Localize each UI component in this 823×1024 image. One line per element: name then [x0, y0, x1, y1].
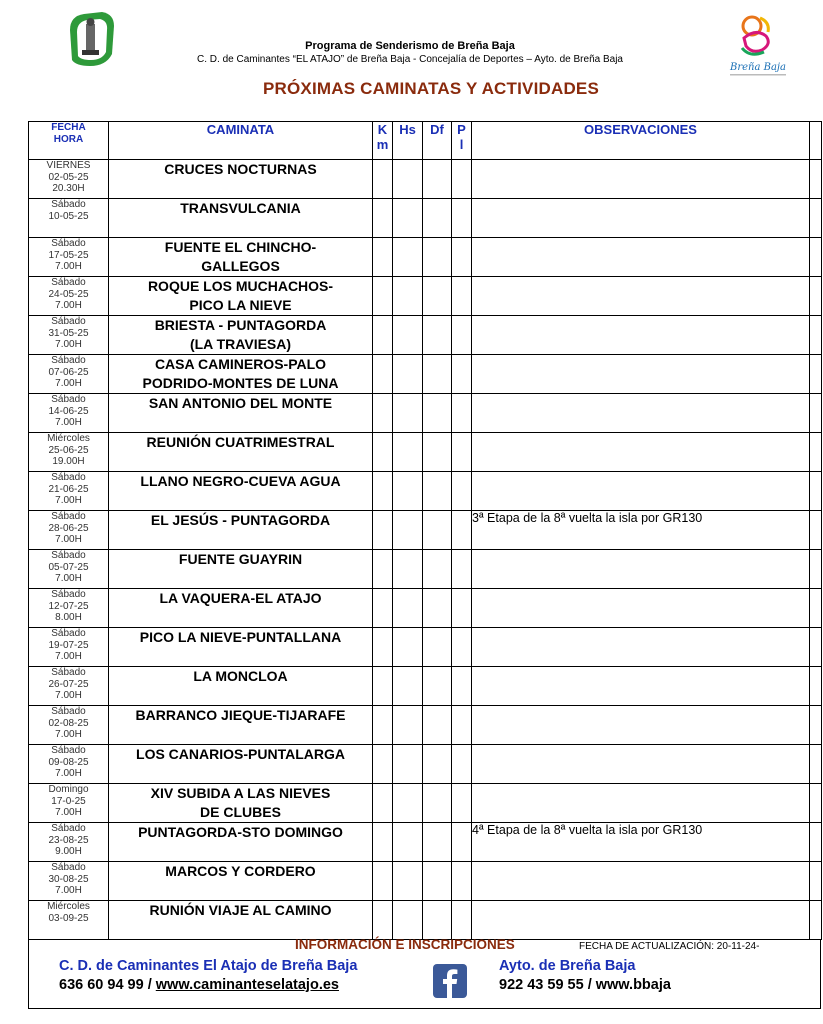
cell-km — [373, 238, 393, 277]
cell-extra — [810, 160, 822, 199]
cell-km — [373, 862, 393, 901]
cell-pl — [452, 823, 472, 862]
table-row — [29, 238, 822, 277]
club-contact — [59, 977, 339, 993]
cell-fecha — [29, 901, 109, 940]
date-time: 7.00H — [55, 885, 82, 896]
cell-fecha — [29, 706, 109, 745]
cell-observaciones — [472, 433, 810, 472]
ayto-contact: 922 43 59 55 / www.bbaja — [499, 977, 671, 993]
cell-observaciones — [472, 199, 810, 238]
date-day: Sábado — [51, 238, 86, 249]
cell-fecha — [29, 277, 109, 316]
col-km: K m — [373, 122, 393, 160]
caminata-name-line: LA MONCLOA — [193, 668, 288, 684]
cell-pl — [452, 550, 472, 589]
date-time: 7.00H — [55, 651, 82, 662]
date-time: 7.00H — [55, 729, 82, 740]
cell-km — [373, 199, 393, 238]
cell-fecha — [29, 511, 109, 550]
col-hs: Hs — [393, 122, 423, 160]
cell-pl — [452, 433, 472, 472]
caminata-name-line: FUENTE GUAYRIN — [178, 551, 303, 567]
table-row — [29, 823, 822, 862]
col-caminata: CAMINATA — [109, 122, 373, 160]
cell-df — [423, 277, 452, 316]
date-date: 21-06-25 — [48, 483, 89, 495]
cell-extra — [810, 589, 822, 628]
caminata-name-line: PODRIDO-MONTES DE LUNA — [142, 375, 339, 391]
date-day: Miércoles — [47, 901, 90, 912]
date-time: 7.00H — [55, 534, 82, 545]
table-row — [29, 550, 822, 589]
cell-observaciones — [472, 355, 810, 394]
date-date: 26-07-25 — [48, 678, 89, 690]
cell-df — [423, 316, 452, 355]
date-date: 02-08-25 — [48, 717, 89, 729]
caminata-name-line: DE CLUBES — [200, 804, 281, 820]
date-time: 7.00H — [55, 417, 82, 428]
cell-km — [373, 394, 393, 433]
cell-hs — [393, 862, 423, 901]
cell-df — [423, 667, 452, 706]
date-time: 7.00H — [55, 807, 82, 818]
club-subtitle: C. D. de Caminantes “EL ATAJO” de Breña Baja - Concejalía de Deportes – Ayto. de Breña Baja — [197, 54, 623, 65]
date-day: Sábado — [51, 823, 86, 834]
table-row — [29, 745, 822, 784]
cell-caminata — [109, 472, 373, 511]
cell-caminata — [109, 511, 373, 550]
header-text — [120, 40, 700, 66]
col-observaciones: OBSERVACIONES — [472, 122, 810, 160]
date-time: 7.00H — [55, 690, 82, 701]
cell-hs — [393, 745, 423, 784]
table-row — [29, 628, 822, 667]
cell-observaciones — [472, 706, 810, 745]
date-day: Sábado — [51, 667, 86, 678]
cell-df — [423, 706, 452, 745]
cell-hs — [393, 316, 423, 355]
cell-observaciones — [472, 277, 810, 316]
cell-observaciones — [472, 628, 810, 667]
cell-extra — [810, 550, 822, 589]
cell-hs — [393, 199, 423, 238]
table-row — [29, 589, 822, 628]
cell-pl — [452, 394, 472, 433]
cell-hs — [393, 784, 423, 823]
table-row — [29, 511, 822, 550]
cell-hs — [393, 628, 423, 667]
cell-observaciones — [472, 394, 810, 433]
date-day: Sábado — [51, 316, 86, 327]
date-date: 10-05-25 — [48, 210, 89, 222]
cell-pl — [452, 238, 472, 277]
brena-baja-logo-icon — [722, 8, 794, 80]
cell-df — [423, 355, 452, 394]
cell-fecha — [29, 472, 109, 511]
date-date: 05-07-25 — [48, 561, 89, 573]
cell-km — [373, 745, 393, 784]
date-day: Miércoles — [47, 433, 90, 444]
caminata-name-line: PUNTAGORDA-STO DOMINGO — [138, 824, 343, 840]
cell-fecha — [29, 433, 109, 472]
document-header — [0, 0, 823, 110]
cell-observaciones — [472, 160, 810, 199]
date-day: Sábado — [51, 589, 86, 600]
cell-pl — [452, 511, 472, 550]
cell-caminata — [109, 550, 373, 589]
cell-pl — [452, 628, 472, 667]
date-time: 7.00H — [55, 495, 82, 506]
cell-km — [373, 628, 393, 667]
cell-caminata — [109, 589, 373, 628]
cell-extra — [810, 511, 822, 550]
facebook-icon[interactable] — [433, 964, 467, 998]
date-time: 7.00H — [55, 261, 82, 272]
cell-caminata — [109, 667, 373, 706]
caminata-name-line: BARRANCO JIEQUE-TIJARAFE — [135, 707, 346, 723]
date-date: 31-05-25 — [48, 327, 89, 339]
caminata-name-line: LLANO NEGRO-CUEVA AGUA — [140, 473, 341, 489]
caminata-name-line: FUENTE EL CHINCHO- — [164, 239, 317, 255]
cell-observaciones — [472, 550, 810, 589]
date-day: Sábado — [51, 706, 86, 717]
cell-pl — [452, 784, 472, 823]
cell-km — [373, 433, 393, 472]
date-time: 7.00H — [55, 339, 82, 350]
cell-hs — [393, 433, 423, 472]
table-row — [29, 199, 822, 238]
cell-df — [423, 433, 452, 472]
date-date: 12-07-25 — [48, 600, 89, 612]
cell-extra — [810, 316, 822, 355]
cell-extra — [810, 238, 822, 277]
cell-pl — [452, 745, 472, 784]
cell-pl — [452, 862, 472, 901]
date-date: 24-05-25 — [48, 288, 89, 300]
cell-caminata — [109, 355, 373, 394]
cell-extra — [810, 745, 822, 784]
cell-caminata — [109, 199, 373, 238]
date-day: Domingo — [48, 784, 89, 795]
cell-fecha — [29, 199, 109, 238]
cell-observaciones — [472, 862, 810, 901]
date-date: 17-0-25 — [51, 795, 86, 807]
cell-km — [373, 355, 393, 394]
cell-observaciones: 3ª Etapa de la 8ª vuelta la isla por GR130 — [472, 511, 810, 550]
date-day: Sábado — [51, 511, 86, 522]
cell-extra — [810, 901, 822, 940]
date-day: Sábado — [51, 862, 86, 873]
caminata-name-line: (LA TRAVIESA) — [189, 336, 292, 352]
date-time: 7.00H — [55, 573, 82, 584]
table-row — [29, 862, 822, 901]
cell-fecha — [29, 238, 109, 277]
cell-fecha — [29, 823, 109, 862]
cell-caminata — [109, 745, 373, 784]
cell-extra — [810, 472, 822, 511]
cell-df — [423, 550, 452, 589]
cell-df — [423, 472, 452, 511]
cell-fecha — [29, 589, 109, 628]
table-row — [29, 433, 822, 472]
ayto-name: Ayto. de Breña Baja — [499, 958, 636, 974]
date-day: Sábado — [51, 277, 86, 288]
col-pl: P l — [452, 122, 472, 160]
cell-hs — [393, 238, 423, 277]
cell-pl — [452, 472, 472, 511]
cell-extra — [810, 277, 822, 316]
date-time: 20.30H — [52, 183, 85, 194]
date-date: 09-08-25 — [48, 756, 89, 768]
date-day: VIERNES — [46, 160, 91, 171]
cell-df — [423, 901, 452, 940]
cell-hs — [393, 160, 423, 199]
cell-extra — [810, 433, 822, 472]
update-date: FECHA DE ACTUALIZACIÓN: 20-11-24- — [579, 941, 760, 952]
cell-caminata — [109, 238, 373, 277]
cell-fecha — [29, 394, 109, 433]
date-date: 30-08-25 — [48, 873, 89, 885]
date-date: 23-08-25 — [48, 834, 89, 846]
cell-fecha — [29, 745, 109, 784]
cell-observaciones — [472, 589, 810, 628]
cell-km — [373, 160, 393, 199]
date-date: 03-09-25 — [48, 912, 89, 924]
cell-pl — [452, 901, 472, 940]
club-website-link[interactable]: www.caminanteselatajo.es — [155, 977, 339, 993]
date-time: 7.00H — [55, 768, 82, 779]
schedule-rows — [29, 160, 822, 940]
page-title: PRÓXIMAS CAMINATAS Y ACTIVIDADES — [262, 79, 600, 98]
cell-km — [373, 316, 393, 355]
table-row — [29, 277, 822, 316]
cell-pl — [452, 706, 472, 745]
date-day: Sábado — [51, 355, 86, 366]
cell-caminata — [109, 316, 373, 355]
cell-km — [373, 277, 393, 316]
cell-df — [423, 511, 452, 550]
caminata-name-line: PICO LA NIEVE-PUNTALLANA — [139, 629, 342, 645]
col-fecha-hora: FECHA HORA — [29, 122, 109, 160]
cell-caminata — [109, 394, 373, 433]
caminata-name-line: GALLEGOS — [201, 258, 280, 274]
caminata-name-line: CASA CAMINEROS-PALO — [154, 356, 327, 372]
col-df: Df — [423, 122, 452, 160]
cell-df — [423, 784, 452, 823]
cell-df — [423, 823, 452, 862]
footer-box — [28, 939, 821, 1009]
cell-extra — [810, 394, 822, 433]
cell-km — [373, 550, 393, 589]
cell-hs — [393, 706, 423, 745]
cell-extra — [810, 862, 822, 901]
cell-pl — [452, 160, 472, 199]
date-date: 28-06-25 — [48, 522, 89, 534]
cell-caminata — [109, 823, 373, 862]
table-row — [29, 706, 822, 745]
schedule-table — [28, 121, 822, 940]
cell-caminata — [109, 862, 373, 901]
cell-pl — [452, 589, 472, 628]
cell-observaciones — [472, 667, 810, 706]
date-date: 14-06-25 — [48, 405, 89, 417]
table-row — [29, 160, 822, 199]
cell-df — [423, 862, 452, 901]
cell-km — [373, 901, 393, 940]
date-date: 02-05-25 — [48, 171, 89, 183]
cell-km — [373, 667, 393, 706]
date-time: 9.00H — [55, 846, 82, 857]
caminata-name-line: RUNIÓN VIAJE AL CAMINO — [149, 902, 332, 918]
cell-caminata — [109, 901, 373, 940]
caminata-name-line: ROQUE LOS MUCHACHOS- — [147, 278, 334, 294]
table-row — [29, 394, 822, 433]
caminata-name-line: BRIESTA - PUNTAGORDA — [154, 317, 327, 333]
club-separator: / — [143, 977, 156, 993]
cell-fecha — [29, 550, 109, 589]
date-time: 7.00H — [55, 378, 82, 389]
cell-hs — [393, 550, 423, 589]
table-header-row — [29, 122, 822, 160]
cell-extra — [810, 823, 822, 862]
cell-caminata — [109, 784, 373, 823]
caminata-name-line: LOS CANARIOS-PUNTALARGA — [136, 746, 345, 762]
cell-hs — [393, 511, 423, 550]
caminata-name-line: SAN ANTONIO DEL MONTE — [148, 395, 333, 411]
date-day: Sábado — [51, 199, 86, 210]
cell-df — [423, 628, 452, 667]
cell-observaciones — [472, 238, 810, 277]
cell-caminata — [109, 277, 373, 316]
cell-extra — [810, 628, 822, 667]
cell-caminata — [109, 160, 373, 199]
date-day: Sábado — [51, 472, 86, 483]
cell-hs — [393, 589, 423, 628]
table-row — [29, 667, 822, 706]
cell-km — [373, 706, 393, 745]
cell-caminata — [109, 628, 373, 667]
cell-pl — [452, 199, 472, 238]
cell-extra — [810, 199, 822, 238]
cell-fecha — [29, 316, 109, 355]
table-row — [29, 316, 822, 355]
cell-km — [373, 823, 393, 862]
cell-df — [423, 394, 452, 433]
date-day: Sábado — [51, 394, 86, 405]
date-time: 8.00H — [55, 612, 82, 623]
cell-observaciones — [472, 745, 810, 784]
date-date: 07-06-25 — [48, 366, 89, 378]
cell-hs — [393, 901, 423, 940]
cell-observaciones — [472, 784, 810, 823]
date-date: 17-05-25 — [48, 249, 89, 261]
info-heading: INFORMACIÓN E INSCRIPCIONES — [295, 937, 515, 952]
cell-observaciones — [472, 472, 810, 511]
cell-caminata — [109, 433, 373, 472]
cell-km — [373, 472, 393, 511]
date-day: Sábado — [51, 628, 86, 639]
cell-fecha — [29, 355, 109, 394]
brena-baja-logo-text: Breña Baja — [729, 62, 787, 73]
caminata-name-line: EL JESÚS - PUNTAGORDA — [150, 512, 331, 528]
cell-extra — [810, 784, 822, 823]
cell-df — [423, 199, 452, 238]
cell-df — [423, 745, 452, 784]
caminata-name-line: REUNIÓN CUATRIMESTRAL — [146, 434, 335, 450]
caminata-name-line: LA VAQUERA-EL ATAJO — [159, 590, 322, 606]
table-row — [29, 472, 822, 511]
cell-fecha — [29, 862, 109, 901]
caminata-name-line: MARCOS Y CORDERO — [165, 863, 316, 879]
cell-pl — [452, 316, 472, 355]
club-name: C. D. de Caminantes El Atajo de Breña Baja — [59, 958, 358, 974]
cell-observaciones — [472, 316, 810, 355]
cell-caminata — [109, 706, 373, 745]
cell-extra — [810, 667, 822, 706]
cell-pl — [452, 277, 472, 316]
cell-hs — [393, 823, 423, 862]
club-logo-icon — [62, 10, 120, 68]
cell-pl — [452, 667, 472, 706]
date-time: 19.00H — [52, 456, 85, 467]
cell-km — [373, 784, 393, 823]
cell-pl — [452, 355, 472, 394]
cell-fecha — [29, 784, 109, 823]
cell-observaciones — [472, 901, 810, 940]
date-date: 19-07-25 — [48, 639, 89, 651]
col-extra — [810, 122, 822, 160]
date-time: 7.00H — [55, 300, 82, 311]
date-day: Sábado — [51, 745, 86, 756]
cell-extra — [810, 706, 822, 745]
caminata-name-line: CRUCES NOCTURNAS — [164, 161, 317, 177]
table-row — [29, 901, 822, 940]
cell-fecha — [29, 628, 109, 667]
cell-fecha — [29, 160, 109, 199]
cell-hs — [393, 277, 423, 316]
date-date: 25-06-25 — [48, 444, 89, 456]
cell-hs — [393, 355, 423, 394]
caminata-name-line: TRANSVULCANIA — [180, 200, 301, 216]
cell-km — [373, 589, 393, 628]
cell-hs — [393, 394, 423, 433]
cell-fecha — [29, 667, 109, 706]
date-day: Sábado — [51, 550, 86, 561]
cell-hs — [393, 667, 423, 706]
cell-km — [373, 511, 393, 550]
club-phone: 636 60 94 99 — [59, 977, 144, 993]
cell-extra — [810, 355, 822, 394]
cell-observaciones: 4ª Etapa de la 8ª vuelta la isla por GR130 — [472, 823, 810, 862]
program-title: Programa de Senderismo de Breña Baja — [305, 40, 515, 52]
caminata-name-line: PICO LA NIEVE — [189, 297, 292, 313]
cell-df — [423, 238, 452, 277]
cell-hs — [393, 472, 423, 511]
table-row — [29, 784, 822, 823]
table-row — [29, 355, 822, 394]
caminata-name-line: XIV SUBIDA A LAS NIEVES — [150, 785, 331, 801]
cell-df — [423, 589, 452, 628]
cell-df — [423, 160, 452, 199]
